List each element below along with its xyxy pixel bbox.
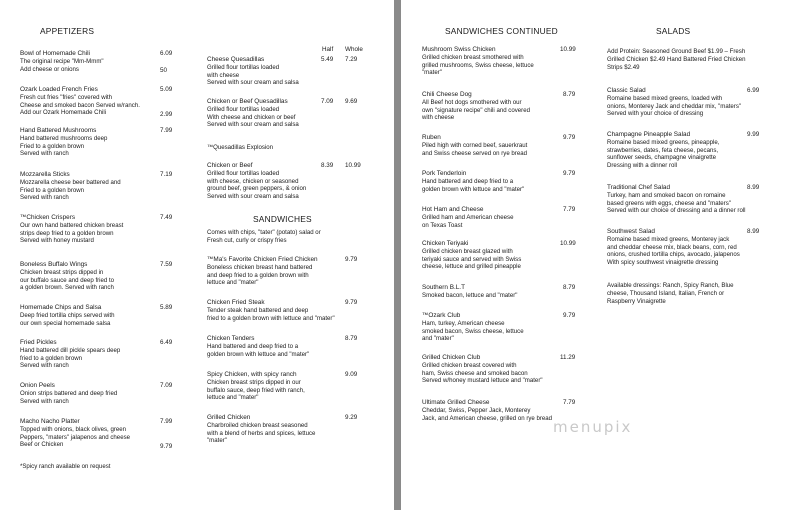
item-price: 8.99 — [747, 184, 760, 191]
item-price: 7.59 — [160, 261, 173, 268]
section-heading-salads: SALADS — [656, 26, 691, 36]
appetizer-item — [20, 339, 120, 370]
item-description: sunflower seeds, champagne vinaigrette — [607, 154, 717, 162]
item-description: Served with ranch — [20, 397, 69, 405]
item-price: 9.79 — [563, 170, 576, 177]
sandwich-item — [207, 371, 305, 402]
item-description: ground beef, green peppers, & onion — [207, 185, 307, 193]
item-name: Mozzarella Sticks — [20, 171, 70, 178]
price-half: 8.39 — [321, 162, 334, 169]
dressing-line: Raspberry Vinaigrette — [607, 297, 666, 305]
item-price: 7.19 — [160, 171, 173, 178]
item-description: Served with our choice of dressing and a dinner roll — [607, 207, 746, 215]
item-name: ™Ozark Club — [422, 312, 461, 319]
quesadilla-item — [207, 98, 299, 129]
sandwich-continued-item — [422, 354, 543, 385]
protein-line: Grilled Chicken $2.49 Hand Battered Fried Chicken — [607, 55, 746, 63]
item-price: 7.79 — [563, 399, 576, 406]
item-description: Mozzarella cheese beer battered and — [20, 178, 121, 186]
item-description: Beef or Chicken — [20, 441, 64, 449]
item-name: Fried Pickles — [20, 339, 57, 346]
item-description: Onion strips battered and deep fried — [20, 389, 118, 397]
sandwich-continued-item — [422, 170, 524, 193]
item-description: with a blend of herbs and spices, lettuce — [207, 429, 316, 437]
item-description: Hand battered dill pickle spears deep — [20, 346, 121, 354]
item-description: Ham, turkey, American cheese — [422, 319, 505, 327]
item-price: 7.09 — [160, 382, 173, 389]
item-name: Chicken Teriyaki — [422, 240, 469, 247]
dressing-line: Available dressings: Ranch, Spicy Ranch, Blue — [607, 282, 734, 289]
item-description: with cheese, chicken or seasoned — [207, 177, 299, 185]
item-price: 5.09 — [160, 86, 173, 93]
salad-item — [607, 228, 740, 267]
item-name: Ultimate Grilled Cheese — [422, 399, 490, 406]
item-description: smoked bacon, Swiss cheese, lettuce — [422, 327, 524, 335]
item-name: Champagne Pineapple Salad — [607, 131, 691, 138]
item-description: golden brown with lettuce and "mater" — [207, 350, 310, 358]
item-description: Deep fried tortilla chips served with — [20, 311, 115, 319]
item-description: Charbroiled chicken breast seasoned — [207, 421, 308, 429]
column-half: Half — [322, 46, 334, 53]
item-description: Hand battered and deep fried to a — [207, 342, 299, 350]
item-name: Southwest Salad — [607, 228, 655, 235]
item-description: Served with honey mustard — [20, 237, 94, 245]
item-price: 9.79 — [345, 299, 358, 306]
item-description: and cheddar cheese mix, black beans, corn, red — [607, 243, 737, 251]
item-price: 6.99 — [747, 87, 760, 94]
item-description: Add our Ozark Homemade Chili — [20, 109, 107, 117]
item-description: buffalo sauce, deep fried with ranch, — [207, 386, 305, 394]
item-description: Hand battered mushrooms deep — [20, 134, 108, 142]
item-description: Served with sour cream and salsa — [207, 121, 299, 129]
protein-line: Strips $2.49 — [607, 63, 640, 71]
item-name: Chicken Tenders — [207, 335, 255, 342]
item-description: Served with your choice of dressing — [607, 110, 704, 118]
item-price: 7.99 — [160, 418, 173, 425]
item-price: 9.29 — [345, 414, 358, 421]
quesadilla-explosion-title: ™Quesadillas Explosion — [207, 144, 274, 151]
appetizer-item — [20, 304, 115, 327]
item-name: Mushroom Swiss Chicken — [422, 46, 496, 53]
item-price: 8.99 — [747, 228, 760, 235]
sandwich-continued-item — [422, 91, 530, 122]
item-name: Homemade Chips and Salsa — [20, 304, 102, 311]
item-description: a golden brown. Served with ranch — [20, 284, 114, 292]
item-description: Romaine based mixed greens, pineapple, — [607, 138, 720, 146]
protein-line: Add Protein: Seasoned Ground Beef $1.99 – Fresh — [607, 48, 746, 55]
item-price: 9.09 — [345, 371, 358, 378]
item-name: Boneless Buffalo Wings — [20, 261, 88, 268]
item-description: Fresh cut fries "fries" covered with — [20, 93, 113, 101]
item-price: 7.49 — [160, 214, 173, 221]
item-price: 9.79 — [160, 443, 173, 450]
item-name: Hand Battered Mushrooms — [20, 127, 97, 134]
item-price: 50 — [160, 67, 168, 74]
item-name: Macho Nacho Platter — [20, 418, 80, 425]
price-half: 7.09 — [321, 98, 334, 105]
sandwich-continued-item — [422, 134, 527, 157]
item-price: 10.99 — [560, 46, 576, 53]
item-description: Cheddar, Swiss, Pepper Jack, Monterey — [422, 406, 531, 414]
sandwich-continued-item — [422, 240, 521, 271]
item-description: fried to a golden brown — [20, 354, 82, 362]
item-name: Southern B.L.T — [422, 284, 465, 291]
item-description: Grilled chicken breast smothered with — [422, 53, 524, 61]
item-price: 9.79 — [345, 256, 358, 263]
item-description: Romaine based mixed greens, loaded with — [607, 94, 723, 102]
menu-page-left — [0, 0, 394, 510]
watermark: menupix — [553, 418, 633, 436]
sandwich-continued-item — [422, 46, 534, 77]
item-description: our own special homemade salsa — [20, 319, 111, 327]
item-description: Fried to a golden brown — [20, 186, 85, 194]
item-description: ham, Swiss cheese and smoked bacon — [422, 369, 528, 377]
column-whole: Whole — [345, 46, 363, 53]
item-description: Grilled chicken breast covered with — [422, 361, 517, 369]
price-whole: 7.29 — [345, 56, 358, 63]
item-description: with cheese — [422, 114, 455, 122]
item-name: Traditional Chef Salad — [607, 184, 670, 191]
price-half: 5.49 — [321, 56, 334, 63]
item-description: with cheese — [207, 71, 240, 79]
sandwich-continued-item — [422, 284, 517, 300]
appetizer-item — [20, 261, 114, 292]
appetizer-item — [20, 214, 123, 245]
sandwich-intro — [207, 229, 321, 245]
salad-item — [607, 87, 741, 118]
item-name: Grilled Chicken — [207, 414, 251, 421]
item-description: Grilled flour tortillas loaded — [207, 169, 280, 177]
item-description: Served w/honey mustard lettuce and "mater" — [422, 377, 543, 385]
item-description: All Beef hot dogs smothered with our — [422, 98, 522, 106]
item-description: Chicken breast strips dipped in our — [207, 378, 301, 386]
item-price: 6.49 — [160, 339, 173, 346]
item-price: 10.99 — [560, 240, 576, 247]
item-description: Grilled chicken breast glazed with — [422, 247, 513, 255]
item-description: Served with ranch — [20, 362, 69, 370]
item-name: Bowl of Homemade Chili — [20, 50, 90, 57]
item-name: Classic Salad — [607, 87, 646, 94]
item-description: With spicy southwest vinaigrette dressing — [607, 259, 719, 267]
item-description: Tender steak hand battered and deep — [207, 306, 309, 314]
item-description: our buffalo sauce and deep fried to — [20, 276, 115, 284]
item-description: Served with sour cream and salsa — [207, 79, 299, 87]
salad-item — [607, 184, 746, 215]
add-protein — [607, 48, 746, 71]
item-description: onions, crushed tortilla chips, avocado, jalapenos — [607, 251, 740, 259]
item-price: 9.99 — [747, 131, 760, 138]
item-description: Piled high with corned beef, sauerkraut — [422, 141, 528, 149]
item-price: 8.79 — [563, 284, 576, 291]
salad-item — [607, 131, 719, 170]
item-description: Dressing with a dinner roll — [607, 162, 678, 170]
intro-line: Fresh cut, curly or crispy fries — [207, 236, 287, 244]
item-description: Smoked bacon, lettuce and "mater" — [422, 291, 518, 299]
item-description: and deep fried to a golden brown with — [207, 271, 309, 279]
dressing-line: cheese, Thousand Island, Italian, French or — [607, 289, 725, 297]
item-description: lettuce and "mater" — [207, 394, 259, 402]
item-description: Fried to a golden brown — [20, 142, 85, 150]
item-description: Turkey, ham and smoked bacon on romaine — [607, 191, 726, 199]
sandwich-item — [207, 414, 315, 445]
price-whole: 9.69 — [345, 98, 358, 105]
item-description: own "signature recipe" chili and covered — [422, 106, 530, 114]
item-description: Grilled flour tortillas loaded — [207, 63, 280, 71]
item-price: 5.89 — [160, 304, 173, 311]
item-name: ™Ma's Favorite Chicken Fried Chicken — [207, 256, 318, 263]
item-description: Hand battered and deep fried to a — [422, 177, 514, 185]
item-name: ™Chicken Crispers — [20, 214, 76, 221]
appetizer-item — [20, 382, 117, 405]
item-description: on Texas Toast — [422, 221, 463, 229]
item-description: cheese, lettuce and grilled pineapple — [422, 263, 521, 271]
sandwich-item — [207, 256, 318, 287]
item-price: 8.79 — [345, 335, 358, 342]
item-description: Boneless chicken breast hand battered — [207, 263, 313, 271]
item-description: Served with ranch — [20, 194, 69, 202]
item-name: Grilled Chicken Club — [422, 354, 481, 361]
item-name: Chili Cheese Dog — [422, 91, 472, 98]
item-description — [20, 58, 104, 66]
item-description: fried to a golden brown with lettuce and "mater" — [207, 314, 335, 322]
item-price: 2.99 — [160, 111, 173, 118]
sandwich-item — [207, 335, 309, 358]
item-description: "mater" — [207, 437, 227, 445]
item-price: 8.79 — [563, 91, 576, 98]
sandwich-continued-item — [422, 399, 552, 422]
item-description: and Swiss cheese served on rye bread — [422, 149, 528, 157]
item-description: lettuce and "mater" — [207, 279, 259, 287]
item-name: Onion Peels — [20, 382, 55, 389]
item-name: Chicken or Beef Quesadillas — [207, 98, 288, 105]
quesadilla-explosion-item — [207, 162, 306, 201]
item-description: onions, Monterey Jack and cheddar mix, "maters" — [607, 102, 742, 110]
appetizer-item — [20, 50, 104, 73]
item-description: Grilled ham and American cheese — [422, 213, 514, 221]
section-heading-appetizers: APPETIZERS — [40, 26, 95, 36]
price-whole: 10.99 — [345, 162, 361, 169]
item-description: Served with sour cream and salsa — [207, 193, 299, 201]
quesadilla-item — [207, 56, 299, 87]
available-dressings — [607, 282, 734, 305]
item-name: Ruben — [422, 134, 441, 141]
item-description: Chicken breast strips dipped in — [20, 268, 104, 276]
item-description: strawberries, dates, feta cheese, pecans, — [607, 146, 719, 154]
item-description: Our own hand battered chicken breast — [20, 221, 124, 229]
appetizer-item — [20, 86, 140, 117]
item-description: Peppers, "maters" jalapenos and cheese — [20, 433, 131, 441]
item-description: With cheese and chicken or beef — [207, 113, 296, 121]
appetizer-item — [20, 171, 121, 202]
item-description: teriyaki sauce and served with Swiss — [422, 255, 522, 263]
item-description: Topped with onions, black olives, green — [20, 425, 127, 433]
item-description: golden brown with lettuce and "mater" — [422, 185, 525, 193]
item-description: grilled mushrooms, Swiss cheese, lettuce — [422, 61, 534, 69]
item-description: Jack, and American cheese, grilled on rye bread — [422, 414, 553, 422]
item-price: 6.09 — [160, 50, 173, 57]
footnote: *Spicy ranch available on request — [20, 463, 111, 470]
item-name: Cheese Quesadillas — [207, 56, 265, 63]
sandwich-continued-item — [422, 206, 513, 229]
item-description: strips deep fried to a golden brown — [20, 229, 114, 237]
item-description: Romaine based mixed greens, Monterey jack — [607, 235, 730, 243]
item-description: The original recipe "Mm-Mmm" — [20, 57, 104, 65]
item-description: Cheese and smoked bacon Served w/ranch. — [20, 101, 140, 109]
item-name: Hot Ham and Cheese — [422, 206, 484, 213]
item-price: 7.99 — [160, 127, 173, 134]
item-description: and "mater" — [422, 335, 454, 343]
item-name: Pork Tenderloin — [422, 170, 467, 177]
sandwich-continued-item — [422, 312, 524, 343]
section-heading-sandwiches-continued: SANDWICHES CONTINUED — [445, 26, 558, 36]
item-price: 11.29 — [560, 354, 576, 361]
item-description: based greens with eggs, cheese and "maters" — [607, 199, 731, 207]
item-name: Chicken Fried Steak — [207, 299, 265, 306]
item-description: "mater" — [422, 69, 442, 77]
item-description: Served with ranch — [20, 150, 69, 158]
section-heading-sandwiches: SANDWICHES — [253, 214, 312, 224]
item-name: Chicken or Beef — [207, 162, 253, 169]
intro-line: Comes with chips, "tater" (potato) salad or — [207, 229, 321, 236]
item-name: Spicy Chicken, with spicy ranch — [207, 371, 297, 378]
appetizer-item — [20, 127, 107, 158]
item-description: Grilled flour tortillas loaded — [207, 105, 280, 113]
item-price: 7.79 — [563, 206, 576, 213]
item-description: Add cheese or onions — [20, 65, 79, 73]
sandwich-item — [207, 299, 335, 322]
item-name: Ozark Loaded French Fries — [20, 86, 98, 93]
appetizer-item — [20, 418, 130, 449]
item-price: 9.79 — [563, 312, 576, 319]
item-price: 9.79 — [563, 134, 576, 141]
